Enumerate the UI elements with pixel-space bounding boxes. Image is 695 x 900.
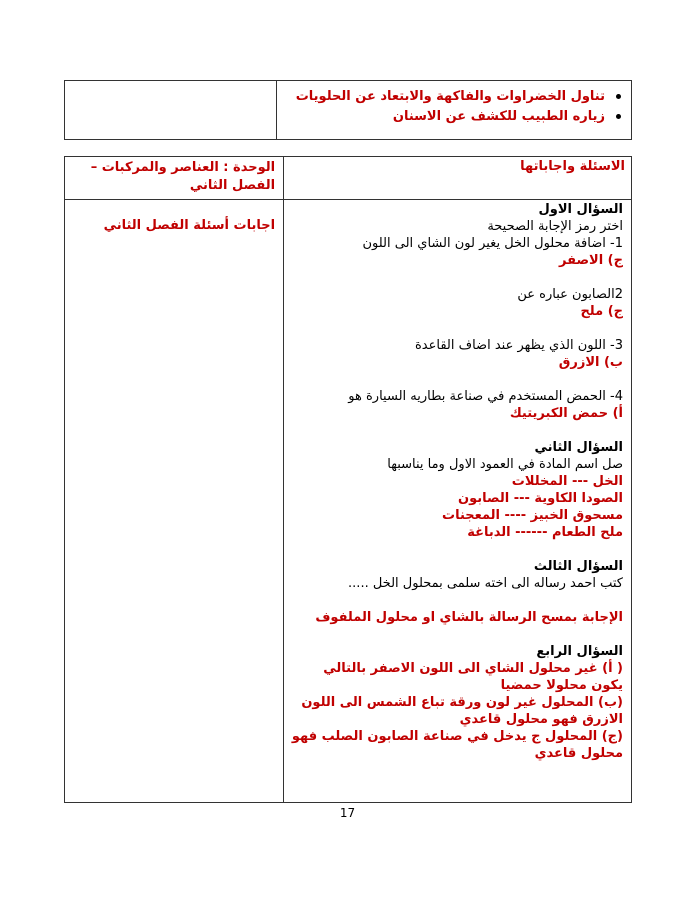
question1-title: السؤال الاول: [538, 202, 623, 217]
tips-side-cell: [65, 81, 277, 140]
chapter-answers-title: اجابات أسئلة الفصل الثاني: [65, 200, 284, 803]
q2-answer: ملح الطعام ------ الدباغة: [467, 525, 623, 540]
questions-header: الاسئلة واجاباتها: [284, 157, 632, 200]
question2-instruction: صل اسم المادة في العمود الاول وما يناسبها: [387, 457, 623, 472]
question1-instruction: اختر رمز الإجابة الصحيحة: [487, 219, 623, 234]
q3-answer: الإجابة بمسح الرسالة بالشاي او محلول الملفوف: [315, 610, 623, 625]
q1-item-question: 4- الحمض المستخدم في صناعة بطاريه السيارة هو: [348, 389, 623, 404]
question2-title: السؤال الثاني: [534, 440, 623, 455]
tips-list: [277, 81, 631, 127]
q4-answer: ( أ) غير محلول الشاي الى اللون الاصفر بالتالي يكون محلولا حمضيا: [323, 661, 623, 693]
q1-item-question: 3- اللون الذي يظهر عند اضاف القاعدة: [414, 338, 623, 353]
tips-table: [64, 80, 632, 140]
unit-header: الوحدة : العناصر والمركبات – الفصل الثاني: [65, 157, 284, 200]
qa-table: [64, 156, 632, 803]
tip-item: زياره الطبيب للكشف عن الاسنان: [283, 107, 605, 127]
q1-item-question: 2الصابون عباره عن: [517, 287, 623, 302]
questions-body: [284, 200, 632, 803]
q2-answer: الصودا الكاوية --- الصابون: [458, 491, 623, 506]
q1-item-answer: ج) الاصفر: [559, 253, 623, 268]
q1-item-answer: ب) الازرق: [558, 355, 623, 370]
q4-answer: (ب) المحلول غير لون ورقة تباع الشمس الى اللون الازرق فهو محلول قاعدي: [301, 695, 623, 727]
tips-cell: [277, 81, 632, 140]
tip-item: تناول الخضراوات والفاكهة والابتعاد عن الحلويات: [283, 87, 605, 107]
page-number: 17: [339, 806, 356, 820]
q4-answer: (ج) المحلول ج يدخل في صناعة الصابون الصلب فهو محلول قاعدي: [291, 729, 623, 761]
q1-item-answer: ج) ملح: [580, 304, 623, 319]
q1-item-answer: أ) حمض الكبريتيك: [509, 406, 623, 421]
question3-title: السؤال الثالث: [533, 559, 623, 574]
question4-title: السؤال الرابع: [536, 644, 623, 659]
question3-text: كتب احمد رساله الى اخته سلمى بمحلول الخل .....: [348, 576, 623, 591]
q1-item-question: 1- اضافة محلول الخل يغير لون الشاي الى اللون: [362, 236, 623, 251]
q2-answer: مسحوق الخبيز ---- المعجنات: [442, 508, 623, 523]
q2-answer: الخل --- المخللات: [511, 474, 623, 489]
